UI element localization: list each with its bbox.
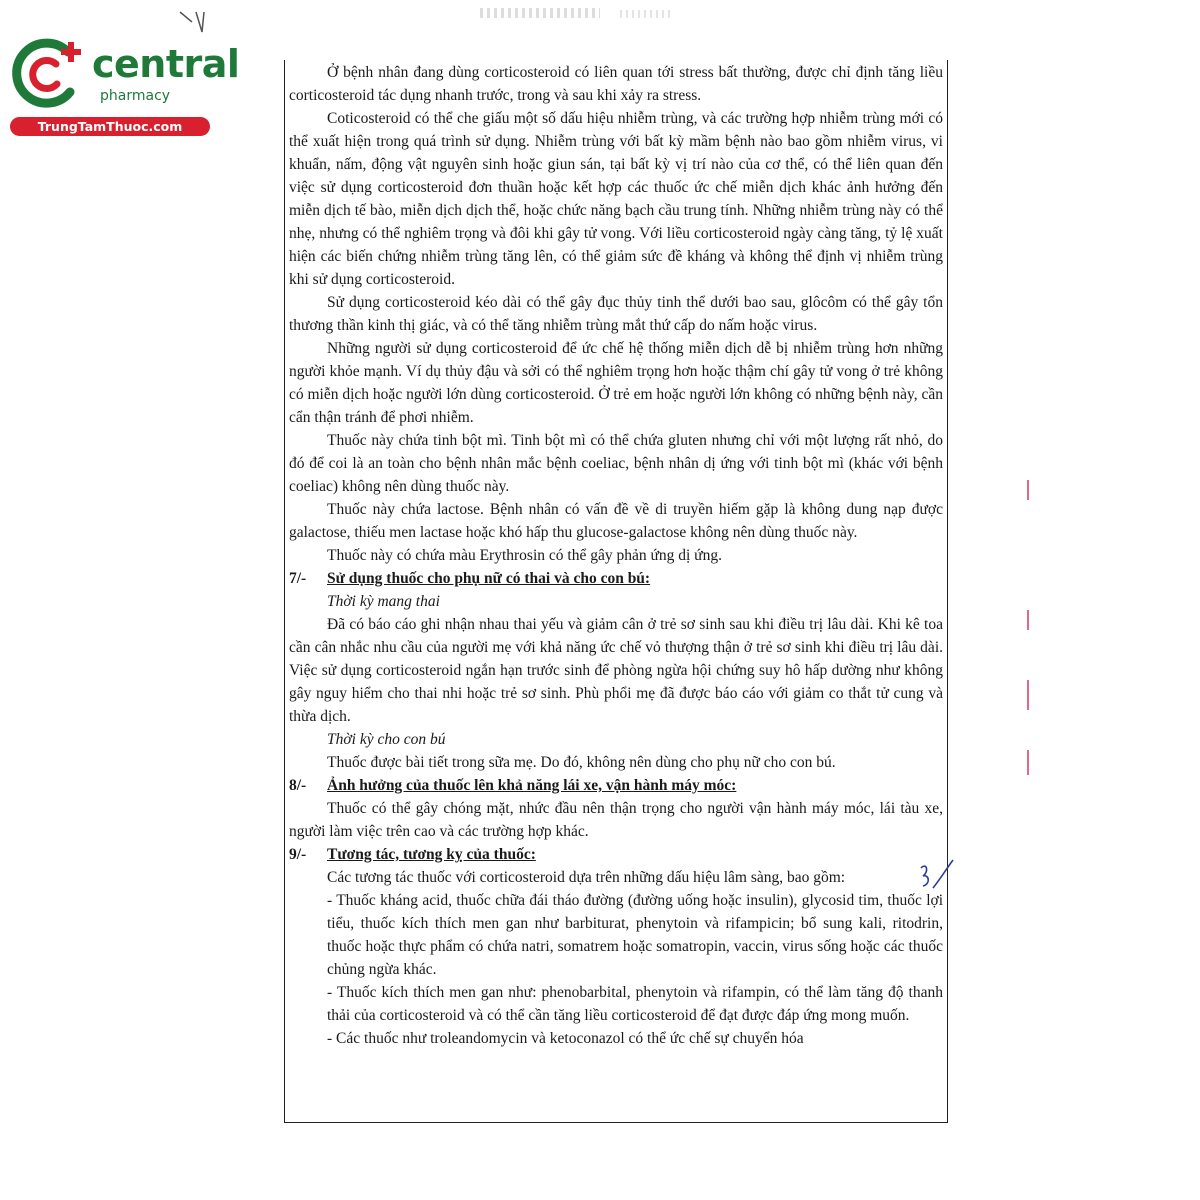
paragraph: Thuốc này có chứa màu Erythrosin có thể gây phản ứng dị ứng.: [327, 547, 722, 564]
paragraph: Các tương tác thuốc với corticosteroid dựa trên những dấu hiệu lâm sàng, bao gồm:: [327, 869, 846, 886]
list-item: - Thuốc kháng acid, thuốc chữa đái tháo đường (đường uống hoặc insulin), glycosid tim, thuốc lợi tiểu, thuốc kích thích men gan như barbiturat, phenytoin và rifampicin; bổ sung kali, ritodrin, thuốc hoặc thực phẩm có chứa natri, somatrem hoặc somatropin, vaccin, virus sống hoặc các thuốc chủng ngừa khác.: [327, 892, 943, 978]
paragraph: Thuốc này chứa tinh bột mì. Tinh bột mì có thể chứa gluten nhưng chỉ với một lượng rất nhỏ, do đó để coi là an toàn cho bệnh nhân mắc bệnh coeliac, bệnh nhân dị ứng với tinh bột mì (khác với bệnh coeliac) không nên dùng thuốc này.: [289, 432, 943, 495]
scan-smudge: [620, 10, 670, 18]
section-number: 8/-: [289, 777, 307, 794]
document-page: [284, 60, 948, 1123]
logo-subtitle: pharmacy: [100, 88, 171, 104]
section-number: 7/-: [289, 570, 307, 587]
scan-edge-marks: [1026, 480, 1030, 780]
list-item: - Các thuốc như troleandomycin và ketoconazol có thể ức chế sự chuyển hóa: [327, 1030, 804, 1047]
scan-mark-icon: [178, 8, 218, 36]
subheading: Thời kỳ cho con bú: [327, 731, 446, 748]
logo-site-url[interactable]: TrungTamThuoc.com: [10, 117, 210, 136]
central-pharmacy-logo[interactable]: [10, 38, 240, 138]
paragraph: Thuốc này chứa lactose. Bệnh nhân có vấn đề về di truyền hiếm gặp là không dung nạp được galactose, thiếu men lactase hoặc khó hấp thu glucose-galactose không nên dùng thuốc này.: [289, 501, 943, 541]
section-number: 9/-: [289, 846, 307, 863]
paragraph: Thuốc được bài tiết trong sữa mẹ. Do đó, không nên dùng cho phụ nữ cho con bú.: [327, 754, 836, 771]
paragraph: Đã có báo cáo ghi nhận nhau thai yếu và giảm cân ở trẻ sơ sinh sau khi điều trị lâu dài. Khi kê toa cần cân nhắc nhu cầu của người mẹ với khả năng ức chế vỏ thượng thận ở trẻ sơ sinh khi điều trị lâu dài. Việc sử dụng corticosteroid ngắn hạn trước sinh để phòng ngừa hội chứng suy hô hấp dường như không gây nguy hiểm cho thai nhi hoặc trẻ sơ sinh. Phù phổi mẹ đã được báo cáo với giảm co thắt tử cung và thừa dịch.: [289, 616, 943, 725]
scan-smudge: [480, 8, 600, 18]
list-item: - Thuốc kích thích men gan như: phenobarbital, phenytoin và rifampin, có thể làm tăng độ thanh thải của corticosteroid và có thể cần tăng liều corticosteroid để đạt được đáp ứng mong muốn.: [327, 984, 943, 1024]
paragraph: Sử dụng corticosteroid kéo dài có thể gây đục thủy tinh thể dưới bao sau, glôcôm có thể gây tổn thương thần kinh thị giác, và có thể tăng nhiễm trùng mắt thứ cấp do nấm hoặc virus.: [289, 294, 943, 334]
paragraph: Ở bệnh nhân đang dùng corticosteroid có liên quan tới stress bất thường, được chỉ định tăng liều corticosteroid tác dụng nhanh trước, trong và sau khi xảy ra stress.: [289, 64, 943, 104]
section-heading-8: [285, 774, 947, 797]
section-title: Ảnh hưởng của thuốc lên khả năng lái xe, vận hành máy móc:: [327, 777, 737, 794]
section-heading-7: [285, 567, 947, 590]
subheading: Thời kỳ mang thai: [327, 593, 440, 610]
paragraph: Coticosteroid có thể che giấu một số dấu hiệu nhiễm trùng, và các trường hợp nhiễm trùng mới có thể xuất hiện trong quá trình sử dụng. Nhiễm trùng với bất kỳ mầm bệnh nào bao gồm nhiễm virus, vi khuẩn, nấm, động vật nguyên sinh hoặc giun sán, tại bất kỳ vị trí nào của cơ thể, có thể liên quan đến việc sử dụng corticosteroid đơn thuần hoặc kết hợp các thuốc ức chế miễn dịch khác ảnh hưởng đến miễn dịch tế bào, miễn dịch dịch thể, hoặc chức năng bạch cầu trung tính. Những nhiễm trùng này có thể nhẹ, nhưng có thể nghiêm trọng và đôi khi gây tử vong. Với liều corticosteroid ngày càng tăng, tỷ lệ xuất hiện các biến chứng nhiễm trùng tăng lên, có thể giảm sức đề kháng và không thể định vị nhiễm trùng khi sử dụng corticosteroid.: [289, 110, 943, 288]
logo-brand: central: [92, 42, 240, 86]
paragraph: Thuốc có thể gây chóng mặt, nhức đầu nên thận trọng cho người vận hành máy móc, lái tàu xe, người làm việc trên cao và các trường hợp khác.: [289, 800, 943, 840]
document-content: [285, 60, 947, 1050]
section-title: Sử dụng thuốc cho phụ nữ có thai và cho con bú:: [327, 570, 651, 587]
section-title: Tương tác, tương kỵ của thuốc:: [327, 846, 536, 863]
section-heading-9: [285, 843, 947, 866]
paragraph: Những người sử dụng corticosteroid để ức chế hệ thống miễn dịch dễ bị nhiễm trùng hơn những người khỏe mạnh. Ví dụ thủy đậu và sởi có thể nghiêm trọng hơn hoặc thậm chí gây tử vong ở trẻ không có miễn dịch hoặc người lớn dùng corticosteroid. Ở trẻ em hoặc người lớn không có những bệnh này, cần cẩn thận tránh để phơi nhiễm.: [289, 340, 944, 426]
handwritten-initial-icon: [915, 858, 957, 894]
